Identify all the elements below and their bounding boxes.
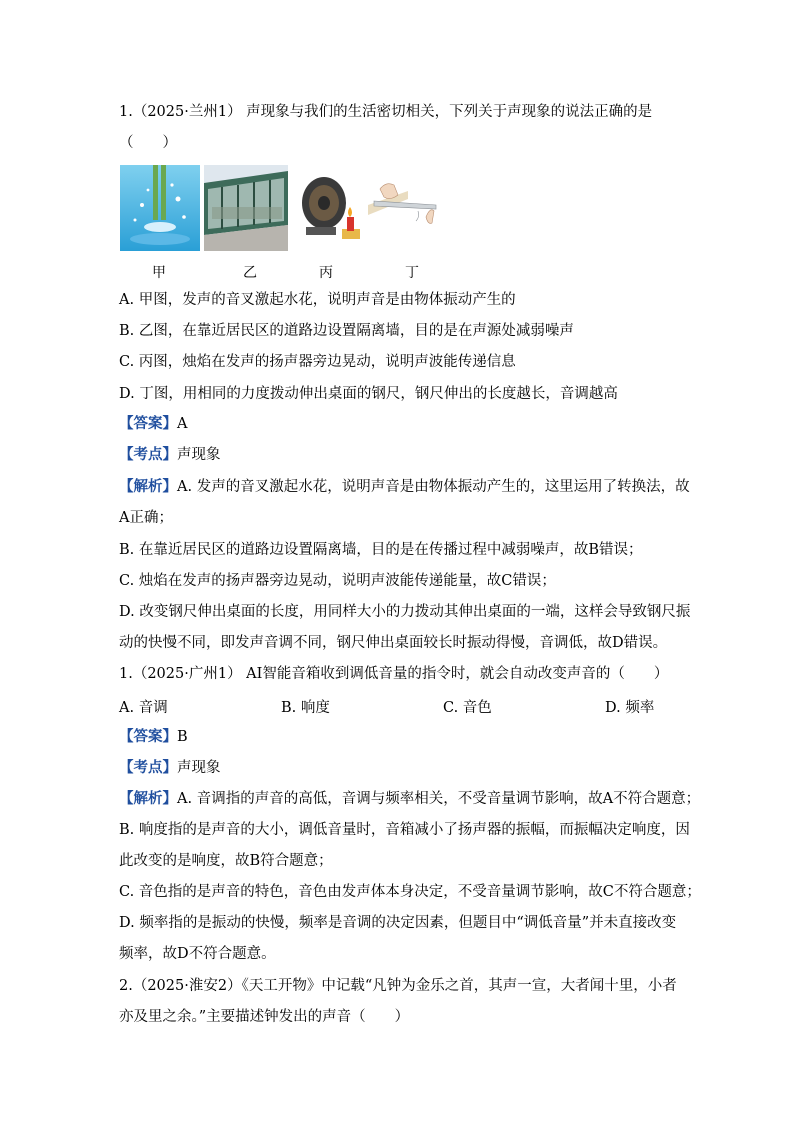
question-2-topic — [119, 758, 221, 778]
answer-tag: 【答案】 — [119, 415, 177, 432]
topic-tag: 【考点】 — [119, 446, 177, 463]
question-2-option-a: A. 音调 — [119, 700, 168, 716]
analysis-text: A. 发声的音叉激起水花，说明声音是由物体振动产生的，这里运用了转换法，故 — [177, 479, 690, 495]
analysis-text: A. 音调指的声音的高低，音调与频率相关，不受音量调节影响，故A不符合题意； — [177, 791, 701, 807]
topic-value: 声现象 — [177, 447, 221, 463]
figure-captions — [0, 262, 794, 282]
question-1-option-c: C. 丙图，烛焰在发声的扬声器旁边晃动，说明声波能传递信息 — [119, 354, 516, 370]
question-1-stem-line2: （ ） — [119, 135, 177, 151]
question-1-analysis-line4: C. 烛焰在发声的扬声器旁边晃动，说明声波能传递能量，故C错误； — [119, 573, 556, 589]
noise-barrier-figure — [204, 165, 288, 251]
question-2-option-b: B. 响度 — [281, 700, 330, 716]
question-2-analysis-line2: B. 响度指的是声音的大小，调低音量时，音箱减小了扬声器的振幅，而振幅决定响度，因 — [119, 822, 690, 838]
question-1-analysis-line6: 动的快慢不同，即发声音调不同，钢尺伸出桌面较长时振动得慢，音调低，故D错误。 — [119, 635, 668, 651]
topic-tag: 【考点】 — [119, 759, 177, 776]
answer-value: A — [177, 416, 188, 432]
analysis-tag: 【解析】 — [119, 478, 177, 495]
question-2-analysis-line4: C. 音色指的是声音的特色，音色由发声体本身决定，不受音量调节影响，故C不符合题意； — [119, 884, 701, 900]
question-2-answer — [119, 727, 188, 747]
question-1-topic — [119, 445, 221, 465]
tuning-fork-water-figure — [120, 165, 200, 251]
question-2-analysis-line1 — [119, 789, 700, 809]
answer-value: B — [177, 729, 188, 745]
question-1-answer — [119, 414, 187, 434]
answer-tag: 【答案】 — [119, 728, 177, 745]
question-3-stem-line1: 2.（2025·淮安2）《天工开物》中记载“凡钟为金乐之首，其声一宣，大者闻十里，小者 — [119, 978, 677, 994]
question-2-option-c: C. 音色 — [443, 700, 492, 716]
speaker-candle-figure — [296, 165, 368, 251]
question-2-stem: 1.（2025·广州1） AI智能音箱收到调低音量的指令时，就会自动改变声音的（ ） — [119, 666, 669, 682]
caption-bing: 丙 — [319, 265, 333, 281]
question-1-analysis-line3: B. 在靠近居民区的道路边设置隔离墙，目的是在传播过程中减弱噪声，故B错误； — [119, 542, 643, 558]
question-2-analysis-line5: D. 频率指的是振动的快慢，频率是音调的决定因素，但题目中“调低音量”并未直接改变 — [119, 915, 677, 931]
caption-yi: 乙 — [243, 265, 257, 281]
ruler-table-figure — [368, 165, 440, 251]
question-2-analysis-line3: 此改变的是响度，故B符合题意； — [119, 853, 333, 869]
question-2-analysis-line6: 频率，故D不符合题意。 — [119, 946, 276, 962]
question-3-stem-line2: 亦及里之余。”主要描述钟发出的声音（ ） — [119, 1009, 410, 1025]
analysis-tag: 【解析】 — [119, 790, 177, 807]
question-1-analysis-line1 — [119, 477, 690, 497]
question-1-analysis-line5: D. 改变钢尺伸出桌面的长度，用同样大小的力拨动其伸出桌面的一端，这样会导致钢尺振 — [119, 604, 691, 620]
caption-jia: 甲 — [152, 265, 166, 281]
question-1-option-a: A. 甲图，发声的音叉激起水花，说明声音是由物体振动产生的 — [119, 292, 516, 308]
question-1-analysis-line2: A正确； — [119, 510, 173, 526]
question-1-option-b: B. 乙图，在靠近居民区的道路边设置隔离墙，目的是在声源处减弱噪声 — [119, 323, 574, 339]
question-1-option-d: D. 丁图，用相同的力度拨动伸出桌面的钢尺，钢尺伸出的长度越长，音调越高 — [119, 386, 618, 402]
topic-value: 声现象 — [177, 760, 221, 776]
caption-ding: 丁 — [405, 265, 419, 281]
question-1-stem-line1: 1.（2025·兰州1） 声现象与我们的生活密切相关，下列关于声现象的说法正确的是 — [119, 104, 653, 120]
question-2-option-d: D. 频率 — [605, 700, 655, 716]
